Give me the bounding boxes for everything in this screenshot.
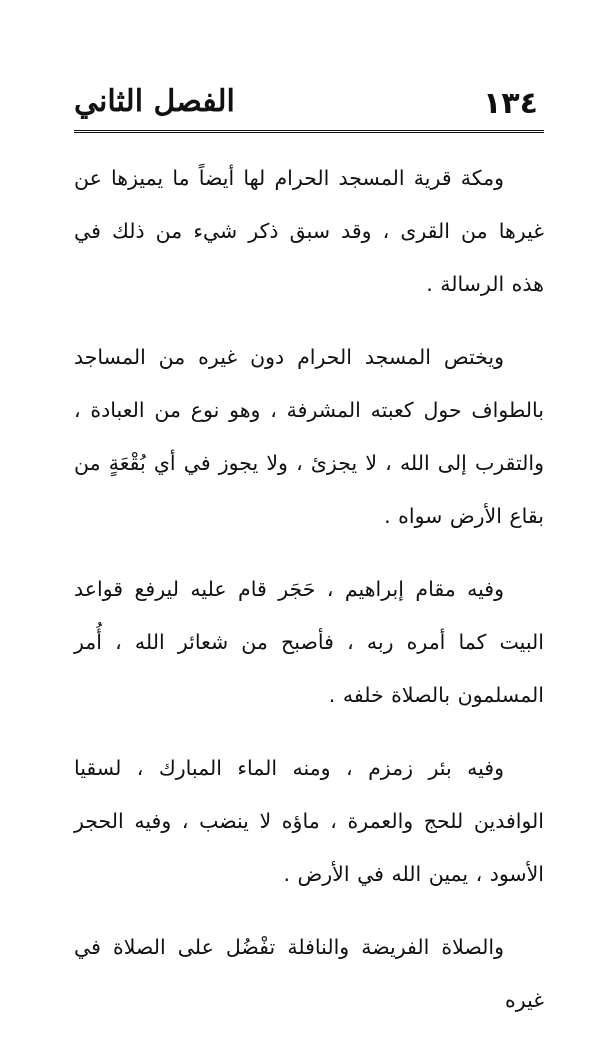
paragraph-5: والصلاة الفريضة والنافلة تفْضُل على الصلاة في غيره [74, 935, 544, 1012]
page-number: ١٣٤ [483, 86, 538, 121]
paragraph-3: وفيه مقام إبراهيم ، حَجَر قام عليه ليرفع قواعد البيت كما أمره ربه ، فأصبح من شعائر الله ، أُمر المسلمون بالصلاة خلفه . [74, 577, 544, 707]
paragraph-2: ويختص المسجد الحرام دون غيره من المساجد بالطواف حول كعبته المشرفة ، وهو نوع من العبادة ، والتقرب إلى الله ، لا يجزئ ، ولا يجوز في أي بُقْعَةٍ من بقاع الأرض سواه . [74, 345, 544, 528]
header-rule [74, 130, 544, 133]
chapter-title: الفصل الثاني [74, 84, 235, 119]
paragraph-1: ومكة قرية المسجد الحرام لها أيضاً ما يميزها عن غيرها من القرى ، وقد سبق ذكر شيء من ذلك في هذه الرسالة . [74, 166, 544, 296]
paragraph-4: وفيه بئر زمزم ، ومنه الماء المبارك ، لسقيا الوافدين للحج والعمرة ، ماؤه لا ينضب ، وفيه الحجر الأسود ، يمين الله في الأرض . [74, 756, 544, 886]
body-text [74, 152, 544, 1047]
